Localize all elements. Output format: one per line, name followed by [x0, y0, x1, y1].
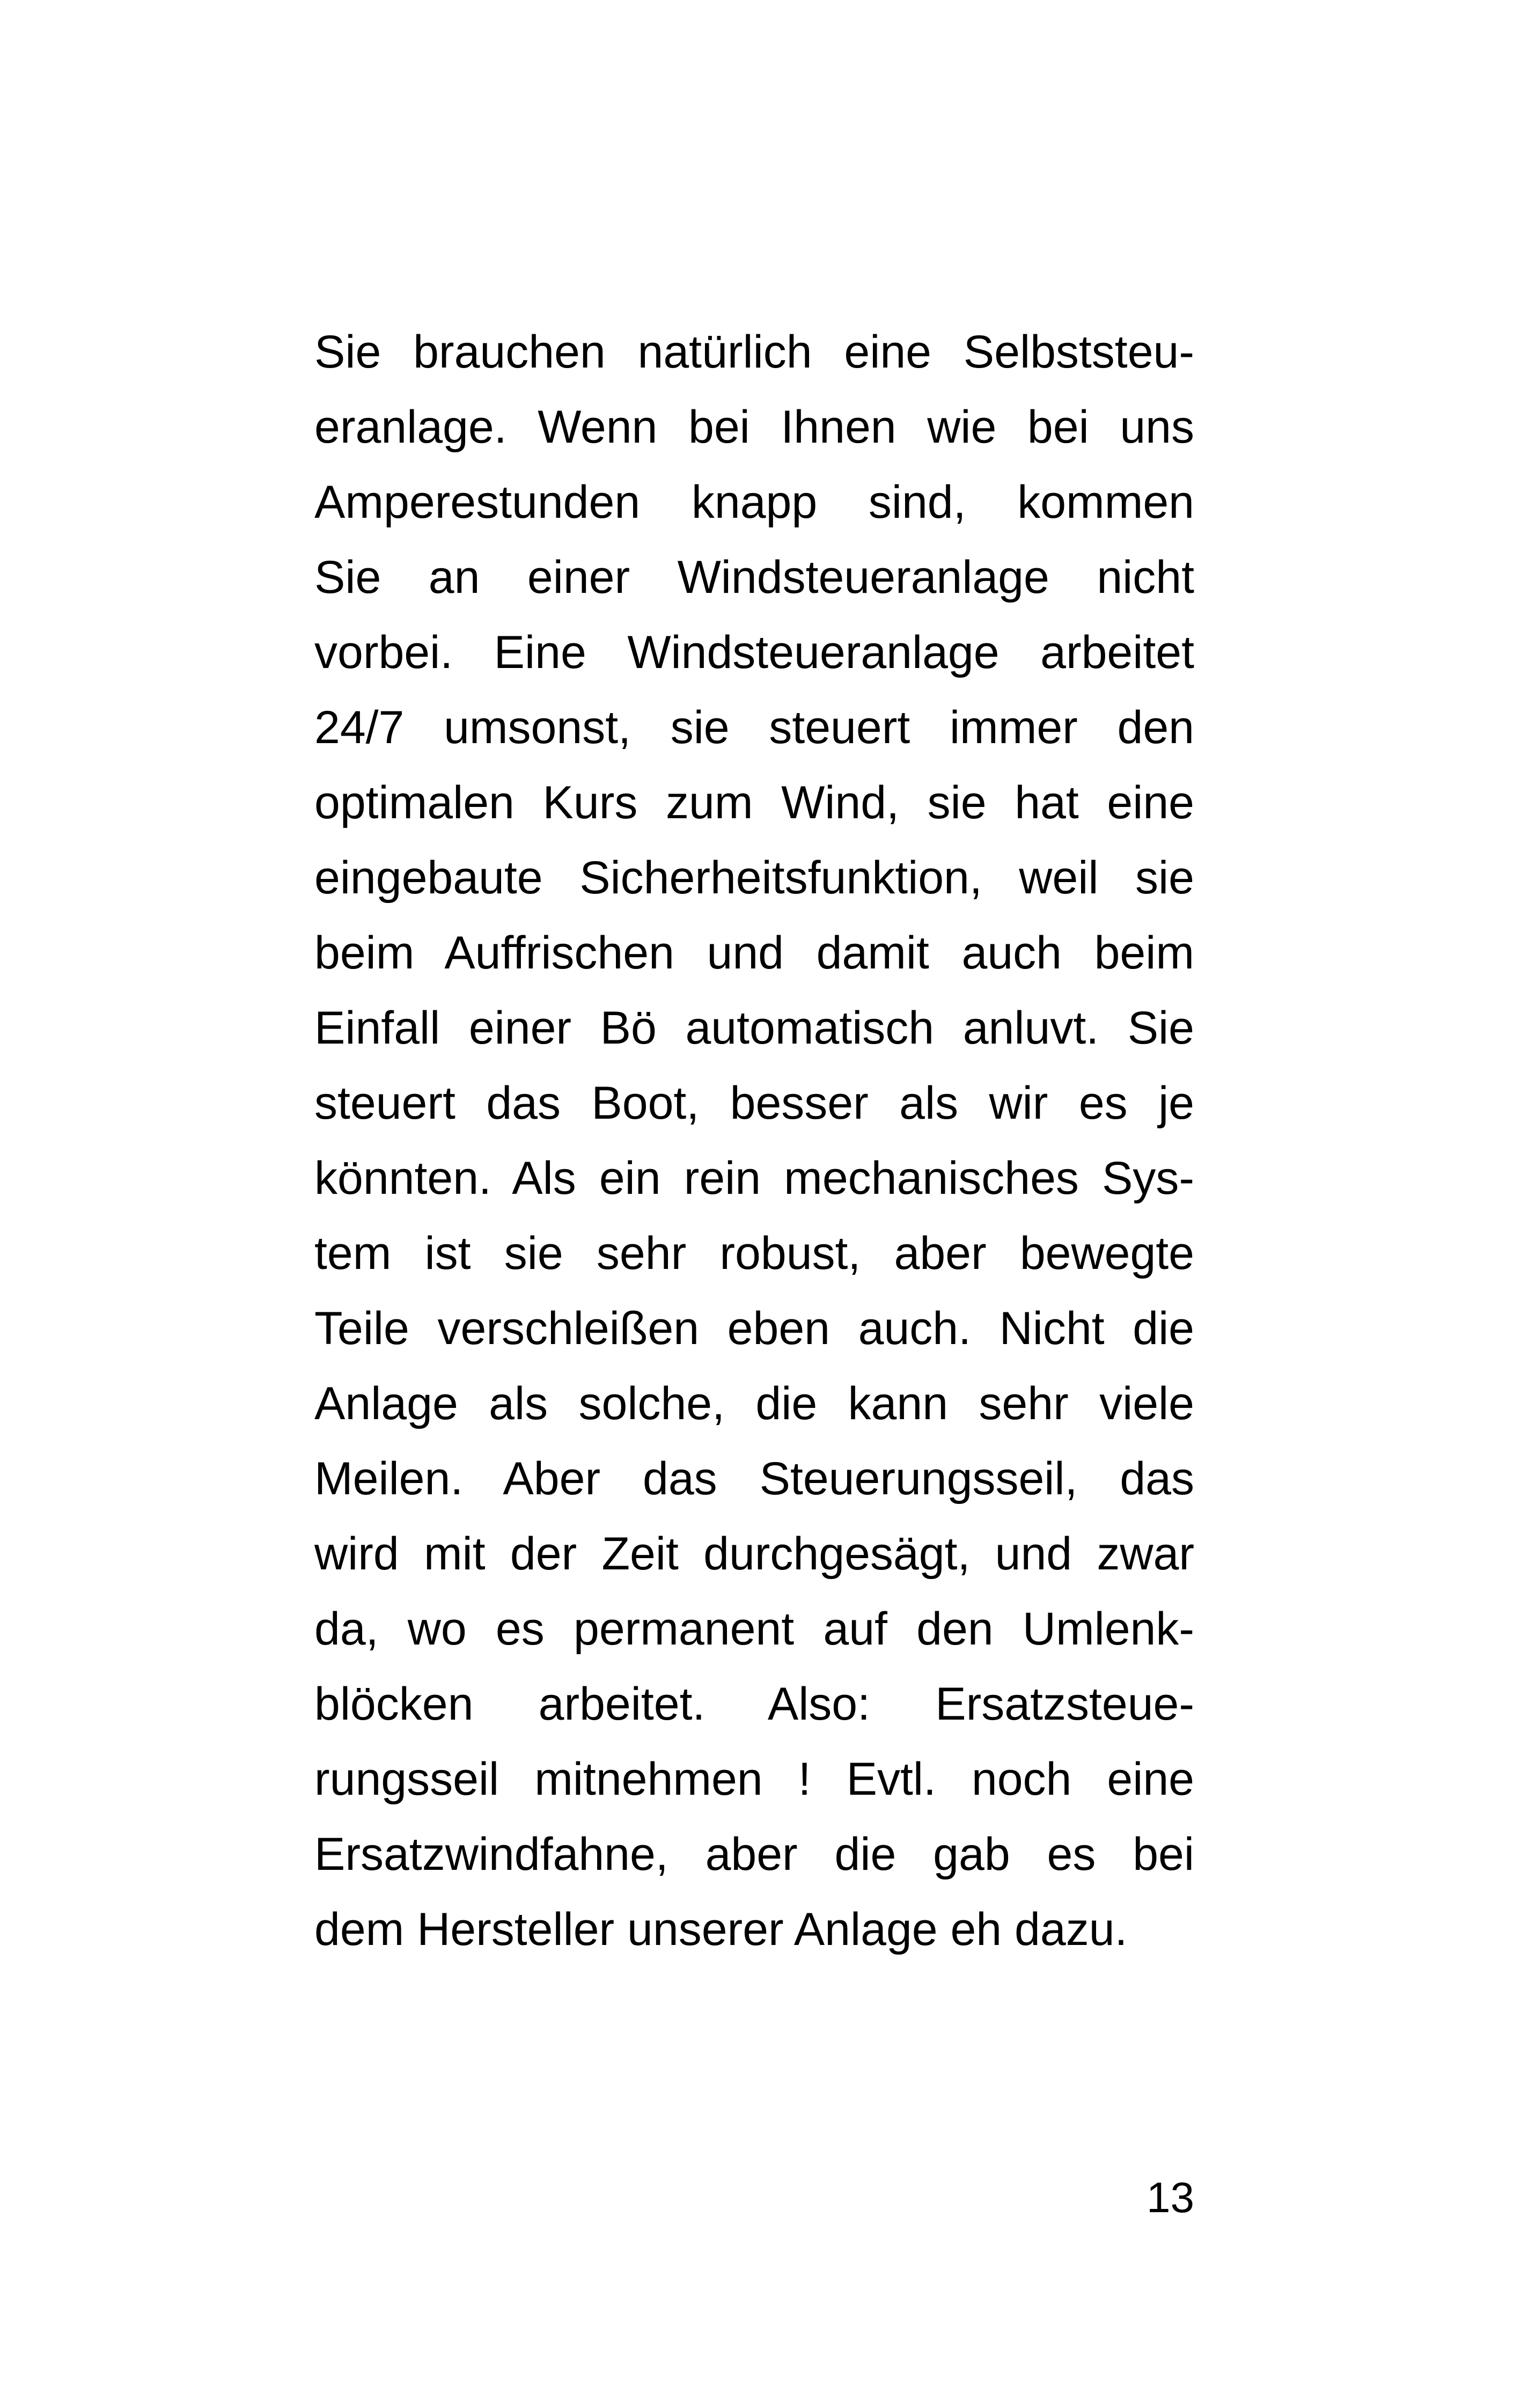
- text-line: Sie brauchen natürlich eine Selbststeu-: [314, 326, 1194, 378]
- text-line: wird mit der Zeit durchgesägt, und zwar: [314, 1528, 1194, 1580]
- text-line: Ersatzwindfahne, aber die gab es bei: [314, 1829, 1194, 1880]
- text-line: 24/7 umsonst, sie steuert immer den: [314, 702, 1194, 753]
- text-line: Sie an einer Windsteueranlage nicht: [314, 552, 1194, 603]
- text-line: eranlage. Wenn bei Ihnen wie bei uns: [314, 401, 1194, 453]
- text-line: blöcken arbeitet. Also: Ersatzsteue-: [314, 1678, 1194, 1730]
- text-line: beim Auffrischen und damit auch beim: [314, 927, 1194, 979]
- text-line: Einfall einer Bö automatisch anluvt. Sie: [314, 1002, 1194, 1054]
- text-line: rungsseil mitnehmen ! Evtl. noch eine: [314, 1753, 1194, 1805]
- text-line: tem ist sie sehr robust, aber bewegte: [314, 1228, 1194, 1279]
- text-line: Meilen. Aber das Steuerungsseil, das: [314, 1453, 1194, 1504]
- text-line: optimalen Kurs zum Wind, sie hat eine: [314, 777, 1194, 828]
- text-line: Anlage als solche, die kann sehr viele: [314, 1378, 1194, 1429]
- text-line: vorbei. Eine Windsteueranlage arbeitet: [314, 627, 1194, 678]
- text-line: da, wo es permanent auf den Umlenk-: [314, 1603, 1194, 1655]
- text-line: Teile verschleißen eben auch. Nicht die: [314, 1303, 1194, 1354]
- body-paragraph: [314, 314, 1194, 1967]
- text-line-last: dem Hersteller unserer Anlage eh dazu.: [314, 1904, 1128, 1955]
- page-number: 13: [1147, 2174, 1194, 2221]
- text-line: eingebaute Sicherheitsfunktion, weil sie: [314, 852, 1194, 904]
- text-line: steuert das Boot, besser als wir es je: [314, 1077, 1194, 1129]
- text-line: könnten. Als ein rein mechanisches Sys-: [314, 1152, 1194, 1204]
- text-line: Amperestunden knapp sind, kommen: [314, 476, 1194, 528]
